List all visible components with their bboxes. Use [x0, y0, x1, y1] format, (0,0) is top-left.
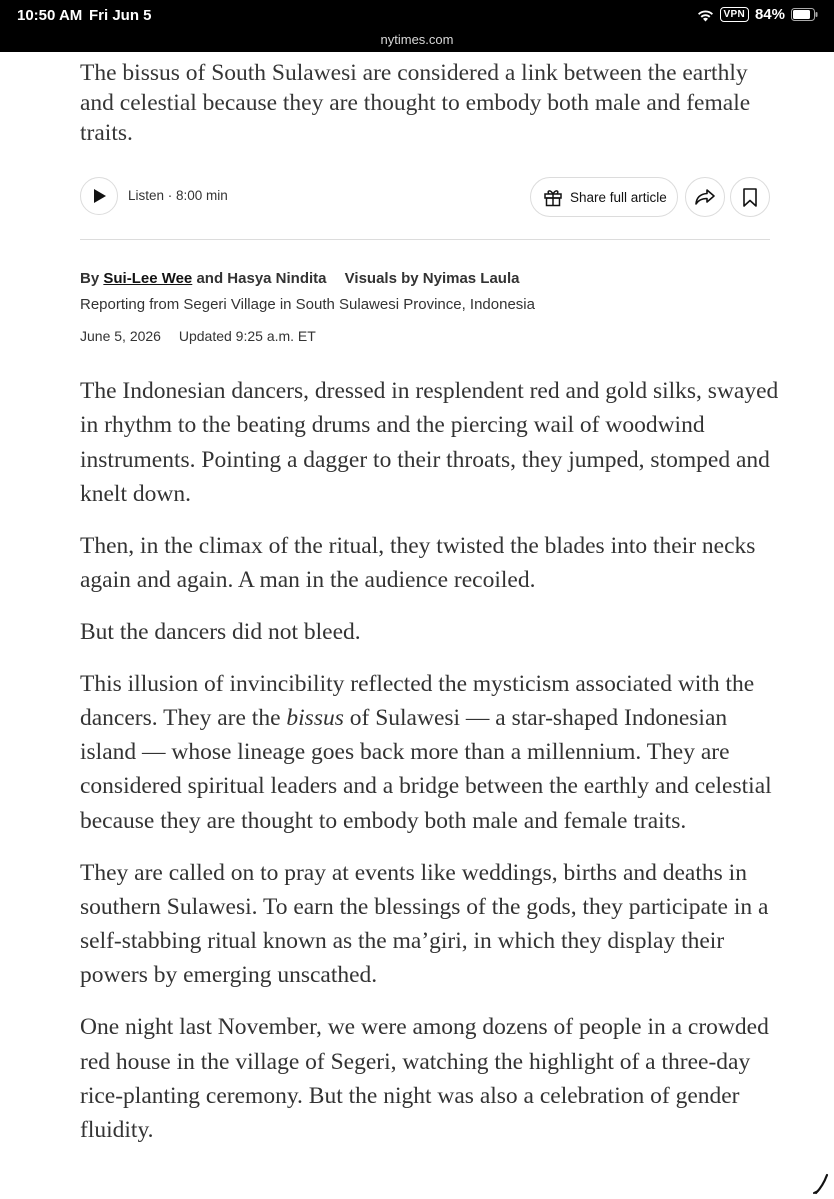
published-date: June 5, 2026	[80, 328, 161, 344]
byline-conjunction: and	[196, 270, 224, 287]
paragraph: But the dancers did not bleed.	[80, 618, 361, 645]
paragraph: The Indonesian dancers, dressed in resplendent red and gold silks, swayed in rhythm to the beating drums and the piercing wail of woodwind instruments. Pointing a dagger to their throats, they jumped, stomped and knelt down.	[80, 378, 779, 507]
paragraph-text: This illusion of invincibility reflected the mysticism associated with the dancers. They are the	[80, 670, 755, 731]
author-name-hasya-nindita: Hasya Nindita	[227, 270, 327, 287]
battery-icon	[791, 8, 818, 21]
gift-icon	[543, 187, 563, 207]
byline-prefix: By	[80, 270, 100, 287]
listen-play-button[interactable]	[80, 177, 118, 215]
paragraph: They are called on to pray at events like weddings, births and deaths in southern Sulawesi. To earn the blessings of the gods, they participate in a self-stabbing ritual known as the ma’giri, in which they display their powers by emerging unscathed.	[80, 859, 769, 989]
wifi-icon	[697, 8, 714, 22]
publish-dates	[80, 328, 316, 344]
share-full-article-button[interactable]	[530, 177, 678, 217]
author-link-sui-lee-wee[interactable]: Sui-Lee Wee	[103, 270, 193, 287]
status-bar	[0, 0, 834, 52]
status-indicators	[697, 6, 819, 23]
share-button[interactable]	[685, 177, 725, 217]
header-divider	[80, 239, 770, 240]
paragraph-text: of Sulawesi — a star-shaped Indonesian island — whose lineage goes back more than a millennium. They are considered spiritual leaders and a bridge between the earthly and celestial because they are thought to embody both male and female traits.	[80, 704, 772, 834]
vpn-badge: VPN	[720, 7, 749, 22]
listen-duration-label[interactable]: Listen · 8:00 min	[128, 188, 228, 203]
share-button-label: Share full article	[570, 189, 667, 205]
status-time: 10:50 AM	[17, 7, 83, 24]
pencil-scribble-icon	[812, 1173, 830, 1195]
italic-term: bissus	[286, 704, 344, 731]
updated-time: Updated 9:25 a.m. ET	[178, 328, 316, 344]
paragraph	[80, 667, 780, 838]
byline	[80, 270, 519, 287]
paragraph: One night last November, we were among dozens of people in a crowded red house in the village of Segeri, watching the highlight of a three-day rice-planting ceremony. But the night was also a celebration of gender fluidity.	[80, 1014, 769, 1144]
share-arrow-icon	[694, 188, 716, 206]
article-summary: The bissus of South Sulawesi are considered a link between the earthly and celestial because they are thought to embody both male and female traits.	[80, 60, 751, 146]
article-body	[80, 374, 780, 1165]
play-icon	[94, 189, 106, 203]
bookmark-icon	[743, 188, 757, 207]
bookmark-button[interactable]	[730, 177, 770, 217]
dateline: Reporting from Segeri Village in South Sulawesi Province, Indonesia	[80, 296, 535, 313]
paragraph: Then, in the climax of the ritual, they twisted the blades into their necks again and again. A man in the audience recoiled.	[80, 532, 756, 593]
visuals-credit: Visuals by Nyimas Laula	[344, 270, 520, 287]
status-date: Fri Jun 5	[89, 7, 152, 24]
article-toolbar	[80, 177, 770, 217]
address-bar-url[interactable]: nytimes.com	[380, 32, 454, 47]
battery-percent: 84%	[754, 6, 785, 23]
